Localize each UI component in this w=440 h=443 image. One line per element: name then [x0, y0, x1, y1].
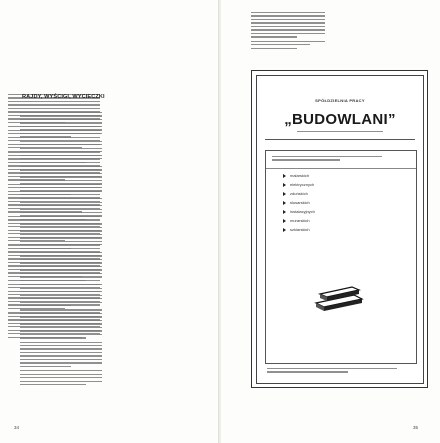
list-item: [283, 207, 315, 216]
list-item: [283, 225, 315, 234]
service-label: murarskich: [290, 218, 310, 223]
page-number-right: 35: [413, 425, 419, 430]
service-label: instalacyjnych: [290, 209, 315, 214]
left-page: [0, 0, 219, 443]
right-page-top-text: [251, 12, 325, 51]
triangle-bullet-icon: [283, 174, 286, 178]
advertisement-subtitle: [297, 131, 383, 134]
triangle-bullet-icon: [283, 183, 286, 187]
left-page-body-text: [20, 112, 102, 388]
services-box-divider: [266, 168, 416, 169]
service-label: zduńskich: [290, 191, 308, 196]
advertisement-inner-frame: [256, 75, 424, 384]
advertisement-label: SPÓŁDZIELNIA PRACY: [315, 98, 365, 103]
triangle-bullet-icon: [283, 228, 286, 232]
advertisement-title: „BUDOWLANI”: [284, 111, 396, 128]
triangle-bullet-icon: [283, 219, 286, 223]
advertisement-services-box: [265, 150, 417, 364]
triangle-bullet-icon: [283, 201, 286, 205]
service-label: ślusarskich: [290, 200, 310, 205]
stacked-beams-logo-icon: [308, 281, 368, 315]
advertisement-divider: [265, 139, 415, 140]
page-number-left: 34: [14, 425, 20, 430]
services-list: [283, 171, 315, 234]
service-label: malarskich: [290, 173, 310, 178]
advertisement-box: [251, 70, 428, 388]
list-item: [283, 189, 315, 198]
list-item: [283, 216, 315, 225]
list-item: [283, 171, 315, 180]
section-heading: RAJDY, WYŚCIGI, WYCIECZKI: [22, 94, 105, 100]
list-item: [283, 180, 315, 189]
triangle-bullet-icon: [283, 210, 286, 214]
advertisement-footer-text: [267, 368, 397, 375]
advertisement-services-intro: [272, 156, 382, 163]
triangle-bullet-icon: [283, 192, 286, 196]
service-label: elektrycznych: [290, 182, 315, 187]
service-label: szklarskich: [290, 227, 310, 232]
list-item: [283, 198, 315, 207]
